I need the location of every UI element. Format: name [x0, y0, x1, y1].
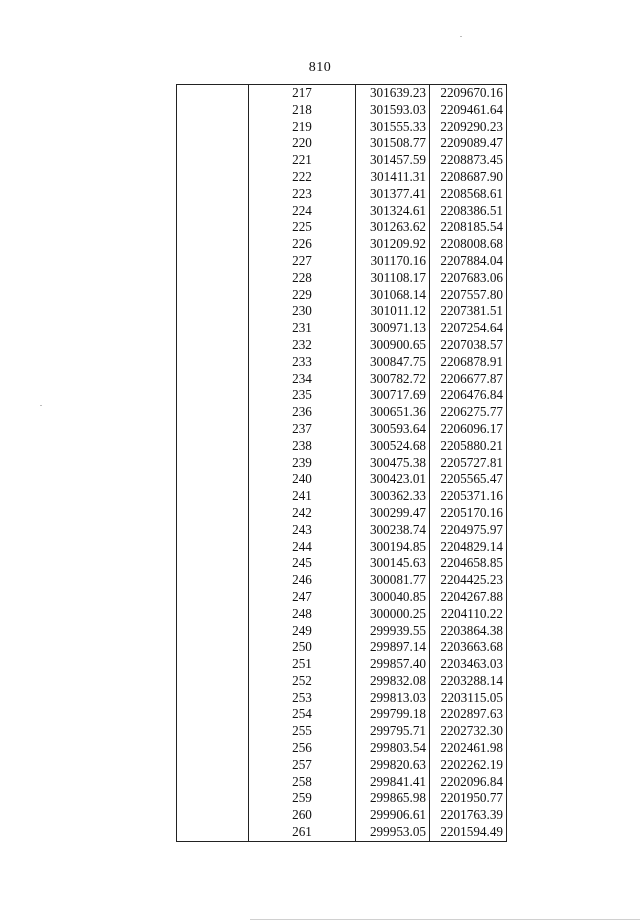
y-coordinate-cell: 2208873.45 [440, 152, 503, 168]
x-coordinate-cell: 299865.98 [356, 790, 430, 807]
y-coordinate-cell: 2205371.16 [440, 488, 503, 504]
point-number-cell: 237 [292, 420, 312, 436]
point-number-cell: 218 [292, 101, 312, 117]
y-coordinate-cell: 2207038.57 [440, 336, 503, 352]
x-coordinate-cell: 301508.77 [356, 135, 430, 152]
x-coordinate-cell: 299803.54 [356, 740, 430, 757]
x-coordinate-cell: 300524.68 [356, 438, 430, 455]
x-coordinate-cell: 300238.74 [356, 522, 430, 539]
point-number-cell: 217 [292, 85, 312, 100]
y-coordinate-cell: 2204829.14 [440, 538, 503, 554]
y-coordinate-cell: 2204658.85 [440, 555, 503, 571]
x-coordinate-cell: 299832.08 [356, 673, 430, 690]
y-coordinate-cell: 2205727.81 [440, 454, 503, 470]
point-number-cell: 256 [292, 740, 312, 756]
point-number-cell: 246 [292, 572, 312, 588]
x-coordinate-cell: 301639.23 [356, 85, 430, 102]
x-coordinate-cell: 300717.69 [356, 387, 430, 404]
y-coordinate-cell: 2208687.90 [440, 168, 503, 184]
point-number-cell: 252 [292, 672, 312, 688]
table-row [177, 85, 507, 102]
y-coordinate-cell: 2208185.54 [440, 219, 503, 235]
point-number-cell: 228 [292, 269, 312, 285]
y-coordinate-cell: 2201594.49 [440, 824, 503, 840]
x-coordinate-cell: 300651.36 [356, 404, 430, 421]
y-coordinate-cell: 2203864.38 [440, 622, 503, 638]
x-coordinate-cell: 299906.61 [356, 807, 430, 824]
x-coordinate-cell: 301411.31 [356, 169, 430, 186]
x-coordinate-cell: 300593.64 [356, 421, 430, 438]
point-number-cell: 235 [292, 387, 312, 403]
point-number-cell: 243 [292, 521, 312, 537]
x-coordinate-cell: 300362.33 [356, 488, 430, 505]
scan-speck [460, 36, 462, 37]
point-number-cell: 250 [292, 639, 312, 655]
y-coordinate-cell: 2204110.22 [440, 605, 503, 621]
x-coordinate-cell: 300971.13 [356, 320, 430, 337]
y-coordinate-cell: 2203463.03 [440, 656, 503, 672]
point-number-cell: 255 [292, 723, 312, 739]
page-number: 810 [308, 60, 332, 75]
x-coordinate-cell: 299841.41 [356, 774, 430, 791]
y-coordinate-cell: 2208568.61 [440, 185, 503, 201]
y-coordinate-cell: 2203663.68 [440, 639, 503, 655]
point-number-cell: 223 [292, 185, 312, 201]
point-number-cell: 232 [292, 336, 312, 352]
point-number-cell: 221 [292, 152, 312, 168]
point-number-cell: 220 [292, 135, 312, 151]
y-coordinate-cell: 2204425.23 [440, 572, 503, 588]
x-coordinate-cell: 300000.25 [356, 606, 430, 623]
point-number-cell: 238 [292, 437, 312, 453]
x-coordinate-cell: 300194.85 [356, 539, 430, 556]
y-coordinate-cell: 2202897.63 [440, 706, 503, 722]
y-coordinate-cell: 2206677.87 [440, 370, 503, 386]
point-number-cell: 229 [292, 286, 312, 302]
point-number-cell: 254 [292, 706, 312, 722]
point-number-cell: 230 [292, 303, 312, 319]
point-number-cell: 259 [292, 790, 312, 806]
x-coordinate-cell: 299939.55 [356, 623, 430, 640]
point-number-cell: 227 [292, 252, 312, 268]
y-coordinate-cell: 2206878.91 [440, 353, 503, 369]
x-coordinate-cell: 300423.01 [356, 471, 430, 488]
y-coordinate-cell: 2205880.21 [440, 437, 503, 453]
y-coordinate-cell: 2204975.97 [440, 521, 503, 537]
y-coordinate-cell: 2202732.30 [440, 723, 503, 739]
x-coordinate-cell: 301011.12 [356, 303, 430, 320]
x-coordinate-cell: 299820.63 [356, 757, 430, 774]
x-coordinate-cell: 299857.40 [356, 656, 430, 673]
x-coordinate-cell: 301555.33 [356, 119, 430, 136]
y-coordinate-cell: 2209461.64 [440, 101, 503, 117]
y-coordinate-cell: 2202262.19 [440, 756, 503, 772]
point-number-cell: 241 [292, 488, 312, 504]
x-coordinate-cell: 300900.65 [356, 337, 430, 354]
x-coordinate-cell: 300040.85 [356, 589, 430, 606]
y-coordinate-cell: 2205565.47 [440, 471, 503, 487]
y-coordinate-cell: 2206275.77 [440, 404, 503, 420]
x-coordinate-cell: 299813.03 [356, 690, 430, 707]
y-coordinate-cell: 2209670.16 [440, 85, 503, 100]
point-number-cell: 236 [292, 404, 312, 420]
x-coordinate-cell: 301108.17 [356, 270, 430, 287]
point-number-cell: 258 [292, 773, 312, 789]
y-coordinate-cell: 2207254.64 [440, 320, 503, 336]
point-number-cell: 251 [292, 656, 312, 672]
x-coordinate-cell: 301324.61 [356, 203, 430, 220]
point-number-cell: 240 [292, 471, 312, 487]
y-coordinate-cell: 2209089.47 [440, 135, 503, 151]
x-coordinate-cell: 299795.71 [356, 723, 430, 740]
x-coordinate-cell: 301377.41 [356, 186, 430, 203]
point-number-cell: 233 [292, 353, 312, 369]
y-coordinate-cell: 2203288.14 [440, 672, 503, 688]
y-coordinate-cell: 2209290.23 [440, 118, 503, 134]
point-number-cell: 260 [292, 807, 312, 823]
y-coordinate-cell: 2207381.51 [440, 303, 503, 319]
y-coordinate-cell: 2201950.77 [440, 790, 503, 806]
point-number-cell: 226 [292, 236, 312, 252]
point-number-cell: 219 [292, 118, 312, 134]
x-coordinate-cell: 301068.14 [356, 287, 430, 304]
y-coordinate-cell: 2203115.05 [440, 689, 503, 705]
x-coordinate-cell: 301593.03 [356, 102, 430, 119]
point-number-cell: 225 [292, 219, 312, 235]
x-coordinate-cell: 300299.47 [356, 505, 430, 522]
y-coordinate-cell: 2207884.04 [440, 252, 503, 268]
point-number-cell: 245 [292, 555, 312, 571]
x-coordinate-cell: 299799.18 [356, 706, 430, 723]
y-coordinate-cell: 2208008.68 [440, 236, 503, 252]
point-number-cell: 257 [292, 756, 312, 772]
x-coordinate-cell: 300847.75 [356, 354, 430, 371]
x-coordinate-cell: 301209.92 [356, 236, 430, 253]
x-coordinate-cell: 301263.62 [356, 219, 430, 236]
scan-speck [40, 405, 42, 406]
y-coordinate-cell: 2207557.80 [440, 286, 503, 302]
y-coordinate-cell: 2205170.16 [440, 504, 503, 520]
point-number-cell: 244 [292, 538, 312, 554]
coordinates-table-body [177, 85, 507, 842]
y-coordinate-cell: 2202096.84 [440, 773, 503, 789]
point-number-cell: 248 [292, 605, 312, 621]
y-coordinate-cell: 2207683.06 [440, 269, 503, 285]
x-coordinate-cell: 301170.16 [356, 253, 430, 270]
y-coordinate-cell: 2206476.84 [440, 387, 503, 403]
x-coordinate-cell: 301457.59 [356, 152, 430, 169]
y-coordinate-cell: 2202461.98 [440, 740, 503, 756]
point-number-cell: 234 [292, 370, 312, 386]
coordinates-table [176, 84, 507, 842]
point-number-cell: 224 [292, 202, 312, 218]
x-coordinate-cell: 299953.05 [356, 824, 430, 841]
y-coordinate-cell: 2206096.17 [440, 420, 503, 436]
point-number-cell: 231 [292, 320, 312, 336]
x-coordinate-cell: 300081.77 [356, 572, 430, 589]
x-coordinate-cell: 300782.72 [356, 371, 430, 388]
blank-column-cell [177, 85, 249, 842]
scan-edge-line [250, 919, 640, 920]
point-number-cell: 249 [292, 622, 312, 638]
y-coordinate-cell: 2201763.39 [440, 807, 503, 823]
point-number-cell: 222 [292, 168, 312, 184]
x-coordinate-cell: 300145.63 [356, 555, 430, 572]
point-number-cell: 261 [292, 824, 312, 840]
y-coordinate-cell: 2208386.51 [440, 202, 503, 218]
y-coordinate-cell: 2204267.88 [440, 588, 503, 604]
point-number-cell: 239 [292, 454, 312, 470]
x-coordinate-cell: 299897.14 [356, 639, 430, 656]
point-number-cell: 242 [292, 504, 312, 520]
x-coordinate-cell: 300475.38 [356, 455, 430, 472]
point-number-cell: 247 [292, 588, 312, 604]
point-number-cell: 253 [292, 689, 312, 705]
